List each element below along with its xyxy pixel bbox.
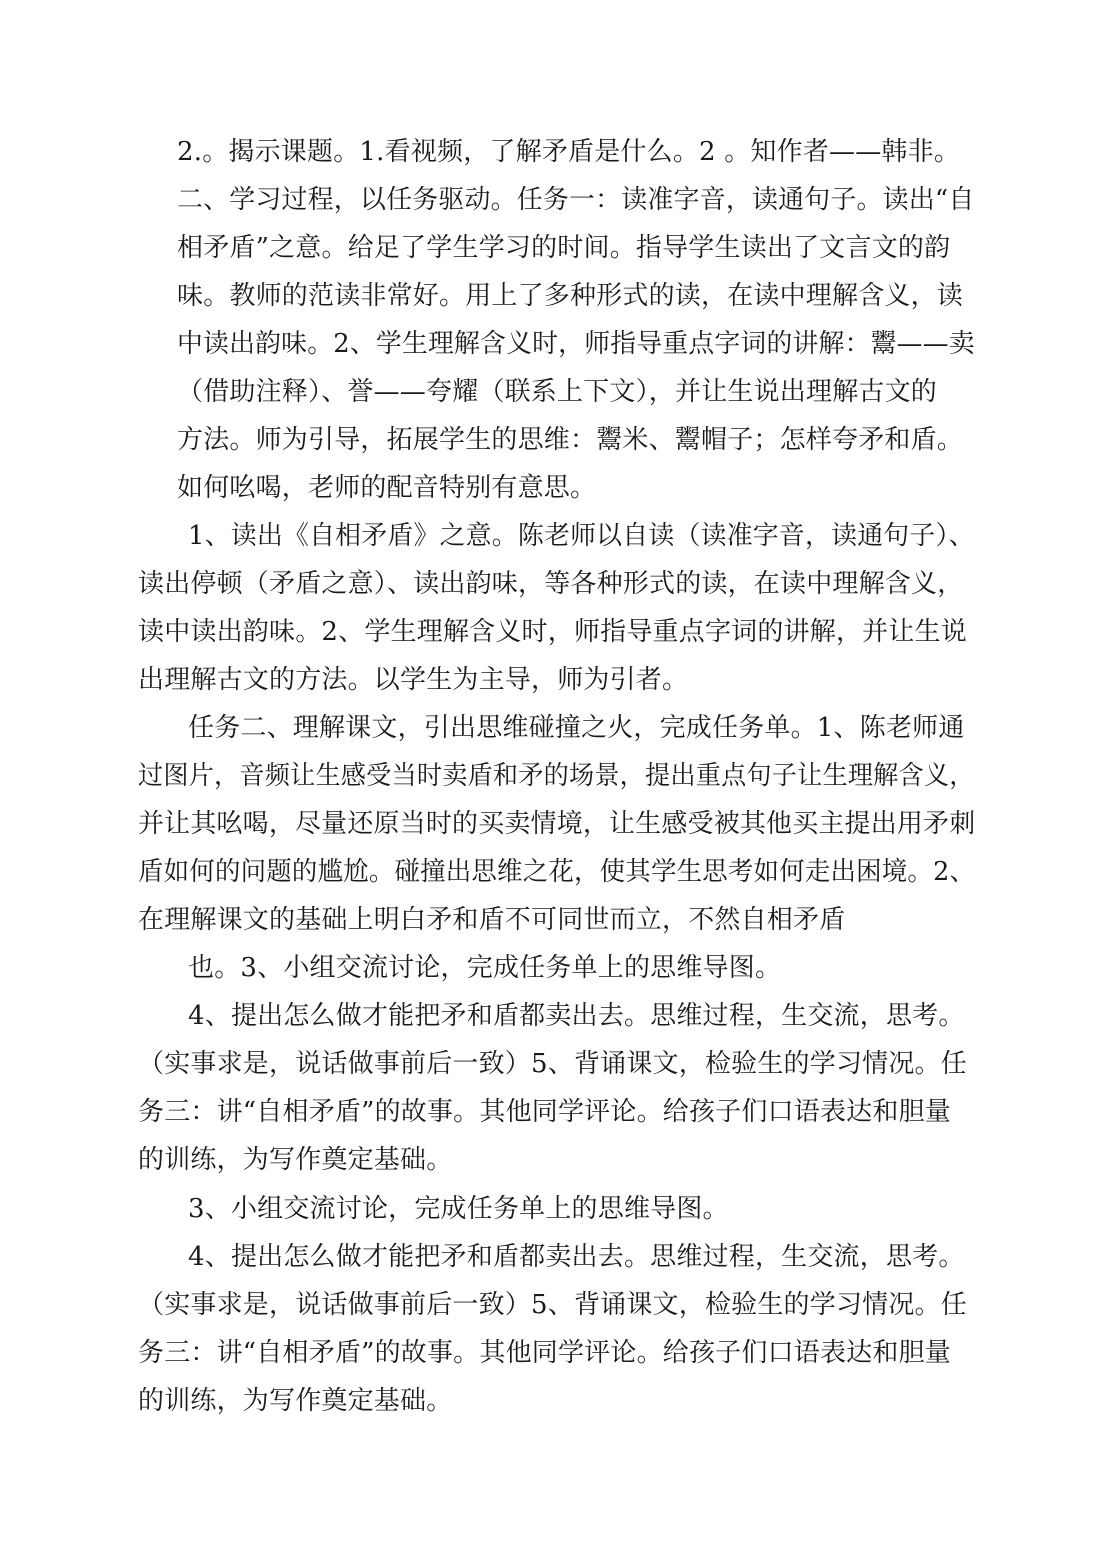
text-line: 并让其吆喝，尽量还原当时的买卖情境，让生感受被其他买主提出用矛刺 xyxy=(138,809,976,839)
text-line: 的训练，为写作奠定基础。 xyxy=(138,1145,453,1175)
text-line: 的训练，为写作奠定基础。 xyxy=(138,1386,453,1416)
text-line: 中读出韵味。2、学生理解含义时，师指导重点字词的讲解：鬻——卖 xyxy=(177,329,975,359)
text-line: 务三：讲“自相矛盾”的故事。其他同学评论。给孩子们口语表达和胆量 xyxy=(138,1097,951,1127)
text-line: 3、小组交流讨论，完成任务单上的思维导图。 xyxy=(188,1194,729,1224)
text-line: 在理解课文的基础上明白矛和盾不可同世而立，不然自相矛盾 xyxy=(138,905,846,935)
text-line: 4、提出怎么做才能把矛和盾都卖出去。思维过程，生交流，思考。 xyxy=(188,1242,965,1272)
text-line: 如何吆喝，老师的配音特别有意思。 xyxy=(177,473,597,503)
text-line: （实事求是，说话做事前后一致）5、背诵课文，检验生的学习情况。任 xyxy=(138,1290,967,1320)
text-line: 二、学习过程，以任务驱动。任务一：读准字音，读通句子。读出“自 xyxy=(177,185,975,215)
text-line: 味。教师的范读非常好。用上了多种形式的读，在读中理解含义，读 xyxy=(177,281,964,311)
text-line: 读出停顿（矛盾之意）、读出韵味，等各种形式的读，在读中理解含义， xyxy=(138,569,964,599)
text-line: （实事求是，说话做事前后一致）5、背诵课文，检验生的学习情况。任 xyxy=(138,1049,967,1079)
text-line: 读中读出韵味。2、学生理解含义时，师指导重点字词的讲解，并让生说 xyxy=(138,617,967,647)
text-line: 过图片，音频让生感受当时卖盾和矛的场景，提出重点句子让生理解含义， xyxy=(138,761,975,791)
text-line: 出理解古文的方法。以学生为主导，师为引者。 xyxy=(138,665,689,695)
text-line: （借助注释）、誉——夸耀（联系上下文），并让生说出理解古文的 xyxy=(177,377,938,407)
text-line: 2.。揭示课题。1.看视频，了解矛盾是什么。2 。知作者——韩非。 xyxy=(177,137,961,167)
text-line: 任务二、理解课文，引出思维碰撞之火，完成任务单。1、陈老师通 xyxy=(188,713,965,743)
text-line: 也。3、小组交流讨论，完成任务单上的思维导图。 xyxy=(188,953,782,983)
text-line: 务三：讲“自相矛盾”的故事。其他同学评论。给孩子们口语表达和胆量 xyxy=(138,1338,951,1368)
text-line: 1、读出《自相矛盾》之意。陈老师以自读（读准字音，读通句子）、 xyxy=(188,521,975,551)
text-line: 盾如何的问题的尴尬。碰撞出思维之花，使其学生思考如何走出困境。2、 xyxy=(138,857,976,887)
text-line: 4、提出怎么做才能把矛和盾都卖出去。思维过程，生交流，思考。 xyxy=(188,1001,965,1031)
text-line: 相矛盾”之意。给足了学生学习的时间。指导学生读出了文言文的韵 xyxy=(177,233,951,263)
text-line: 方法。师为引导，拓展学生的思维：鬻米、鬻帽子；怎样夸矛和盾。 xyxy=(177,425,964,455)
